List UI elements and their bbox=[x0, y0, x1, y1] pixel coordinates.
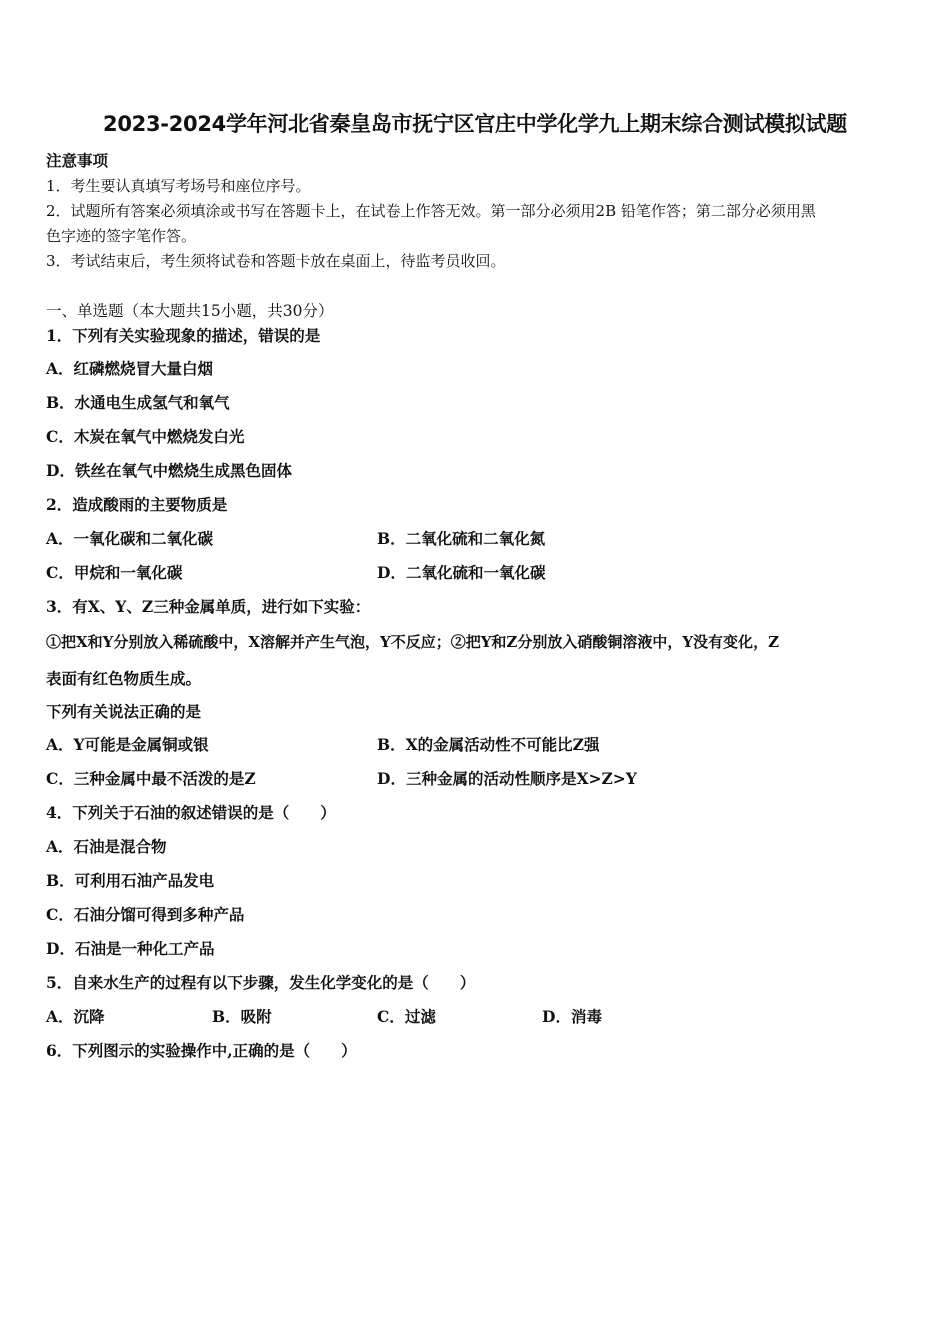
question-4-option-a: A．石油是混合物 bbox=[46, 837, 167, 856]
question-5-option-b: B．吸附 bbox=[212, 1007, 272, 1026]
question-4-option-b: B．可利用石油产品发电 bbox=[46, 871, 215, 890]
notice-item-2: 2．试题所有答案必须填涂或书写在答题卡上，在试卷上作答无效。第一部分必须用2B 铅笔作答；第二部分必须用黑 bbox=[46, 202, 816, 220]
question-5-option-a: A．沉降 bbox=[46, 1007, 105, 1026]
question-3-option-d: D．三种金属的活动性顺序是X>Z>Y bbox=[377, 769, 637, 788]
question-3-option-b: B．X的金属活动性不可能比Z强 bbox=[377, 735, 600, 754]
question-3-stem: 3．有X、Y、Z三种金属单质，进行如下实验： bbox=[46, 597, 371, 616]
page-title: 2023-2024学年河北省秦皇岛市抚宁区官庄中学化学九上期末综合测试模拟试题 bbox=[103, 112, 847, 136]
question-5-option-c: C．过滤 bbox=[377, 1007, 436, 1026]
question-2-option-b: B．二氧化硫和二氧化氮 bbox=[377, 529, 546, 548]
question-1-option-c: C．木炭在氧气中燃烧发白光 bbox=[46, 427, 245, 446]
question-4-stem: 4．下列关于石油的叙述错误的是（ ） bbox=[46, 803, 336, 822]
notice-heading: 注意事项 bbox=[46, 151, 109, 170]
question-5-option-d: D．消毒 bbox=[542, 1007, 602, 1026]
question-3-prompt: 下列有关说法正确的是 bbox=[46, 702, 202, 721]
question-4-option-d: D．石油是一种化工产品 bbox=[46, 939, 215, 958]
question-1-option-d: D．铁丝在氧气中燃烧生成黑色固体 bbox=[46, 461, 292, 480]
question-3-body-line-2: 表面有红色物质生成。 bbox=[46, 669, 202, 688]
question-1-stem: 1．下列有关实验现象的描述，错误的是 bbox=[46, 326, 321, 345]
question-3-body-line-1: ①把X和Y分别放入稀硫酸中，X溶解并产生气泡，Y不反应；②把Y和Z分别放入硝酸铜溶液中，Y没有变化，Z bbox=[46, 633, 780, 651]
question-2-stem: 2．造成酸雨的主要物质是 bbox=[46, 495, 228, 514]
question-5-stem: 5．自来水生产的过程有以下步骤，发生化学变化的是（ ） bbox=[46, 973, 476, 992]
question-3-option-c: C．三种金属中最不活泼的是Z bbox=[46, 769, 256, 788]
question-2-option-d: D．二氧化硫和一氧化碳 bbox=[377, 563, 546, 582]
notice-item-2-cont: 色字迹的签字笔作答。 bbox=[46, 227, 197, 245]
question-1-option-b: B．水通电生成氢气和氧气 bbox=[46, 393, 230, 412]
notice-item-3: 3．考试结束后，考生须将试卷和答题卡放在桌面上，待监考员收回。 bbox=[46, 252, 506, 270]
section-heading: 一、单选题（本大题共15小题，共30分） bbox=[46, 302, 334, 320]
question-2-option-a: A．一氧化碳和二氧化碳 bbox=[46, 529, 214, 548]
notice-item-1: 1．考生要认真填写考场号和座位序号。 bbox=[46, 177, 311, 195]
question-4-option-c: C．石油分馏可得到多种产品 bbox=[46, 905, 245, 924]
question-6-stem: 6．下列图示的实验操作中,正确的是（ ） bbox=[46, 1041, 357, 1060]
question-2-option-c: C．甲烷和一氧化碳 bbox=[46, 563, 183, 582]
question-3-option-a: A．Y可能是金属铜或银 bbox=[46, 735, 209, 754]
question-1-option-a: A．红磷燃烧冒大量白烟 bbox=[46, 359, 214, 378]
